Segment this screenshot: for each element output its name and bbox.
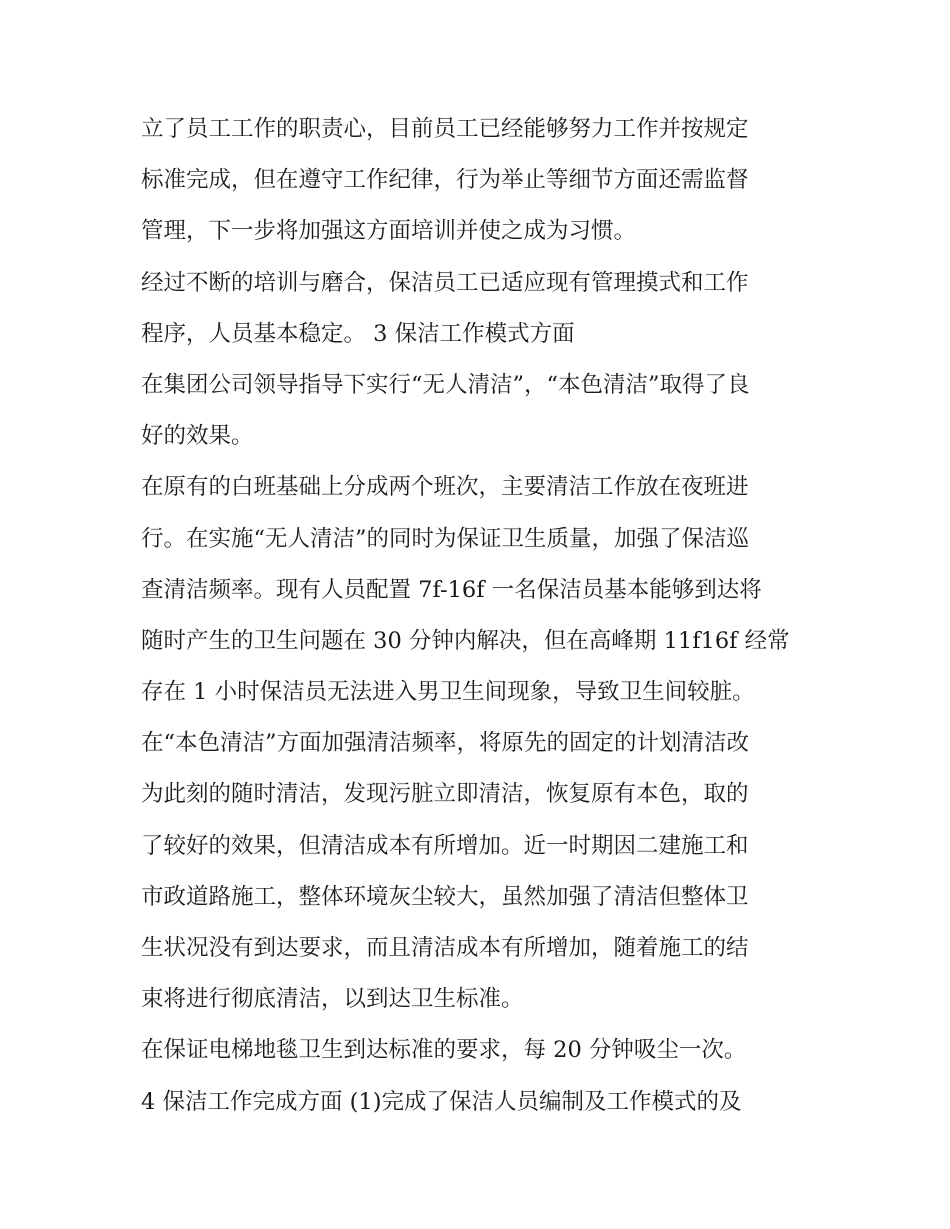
text-line: 立了员工工作的职责心，目前员工已经能够努力工作并按规定 xyxy=(141,116,749,142)
text-line: 标准完成，但在遵守工作纪律，行为举止等细节方面还需监督 xyxy=(141,167,749,194)
text-line: 束将进行彻底清洁，以到达卫生标准。 xyxy=(141,986,524,1013)
document-body xyxy=(141,104,821,1128)
text-line: 生状况没有到达要求，而且清洁成本有所增加，随着施工的结 xyxy=(141,935,749,961)
text-line: 行。在实施“无人清洁”的同时为保证卫生质量，加强了保洁巡 xyxy=(141,525,750,552)
text-line: 管理，下一步将加强这方面培训并使之成为习惯。 xyxy=(141,218,637,245)
text-line: 好的效果。 xyxy=(141,423,254,450)
text-line: 为此刻的随时清洁，发现污脏立即清洁，恢复原有本色，取的 xyxy=(141,781,749,808)
text-line: 存在 1 小时保洁员无法进入男卫生间现象，导致卫生间较脏。 xyxy=(141,679,755,706)
text-line: 程序，人员基本稳定。 3 保洁工作模式方面 xyxy=(141,320,575,347)
text-line: 查清洁频率。现有人员配置 7f-16f 一名保洁员基本能够到达将 xyxy=(141,576,762,603)
text-line: 4 保洁工作完成方面 (1)完成了保洁人员编制及工作模式的及 xyxy=(141,1088,742,1115)
text-line: 在原有的白班基础上分成两个班次，主要清洁工作放在夜班进 xyxy=(141,474,749,501)
text-line: 在保证电梯地毯卫生到达标准的要求，每 20 分钟吸尘一次。 xyxy=(141,1037,747,1064)
text-line: 在“本色清洁”方面加强清洁频率，将原先的固定的计划清洁改 xyxy=(141,730,750,757)
text-line: 随时产生的卫生问题在 30 分钟内解决，但在高峰期 11f16f 经常 xyxy=(141,627,790,654)
text-line: 市政道路施工，整体环境灰尘较大，虽然加强了清洁但整体卫 xyxy=(141,883,749,910)
text-line: 了较好的效果，但清洁成本有所增加。近一时期因二建施工和 xyxy=(141,832,749,859)
text-line: 经过不断的培训与磨合，保洁员工已适应现有管理摸式和工作 xyxy=(141,269,749,296)
text-line: 在集团公司领导指导下实行“无人清洁”，“本色清洁”取得了良 xyxy=(141,371,750,398)
